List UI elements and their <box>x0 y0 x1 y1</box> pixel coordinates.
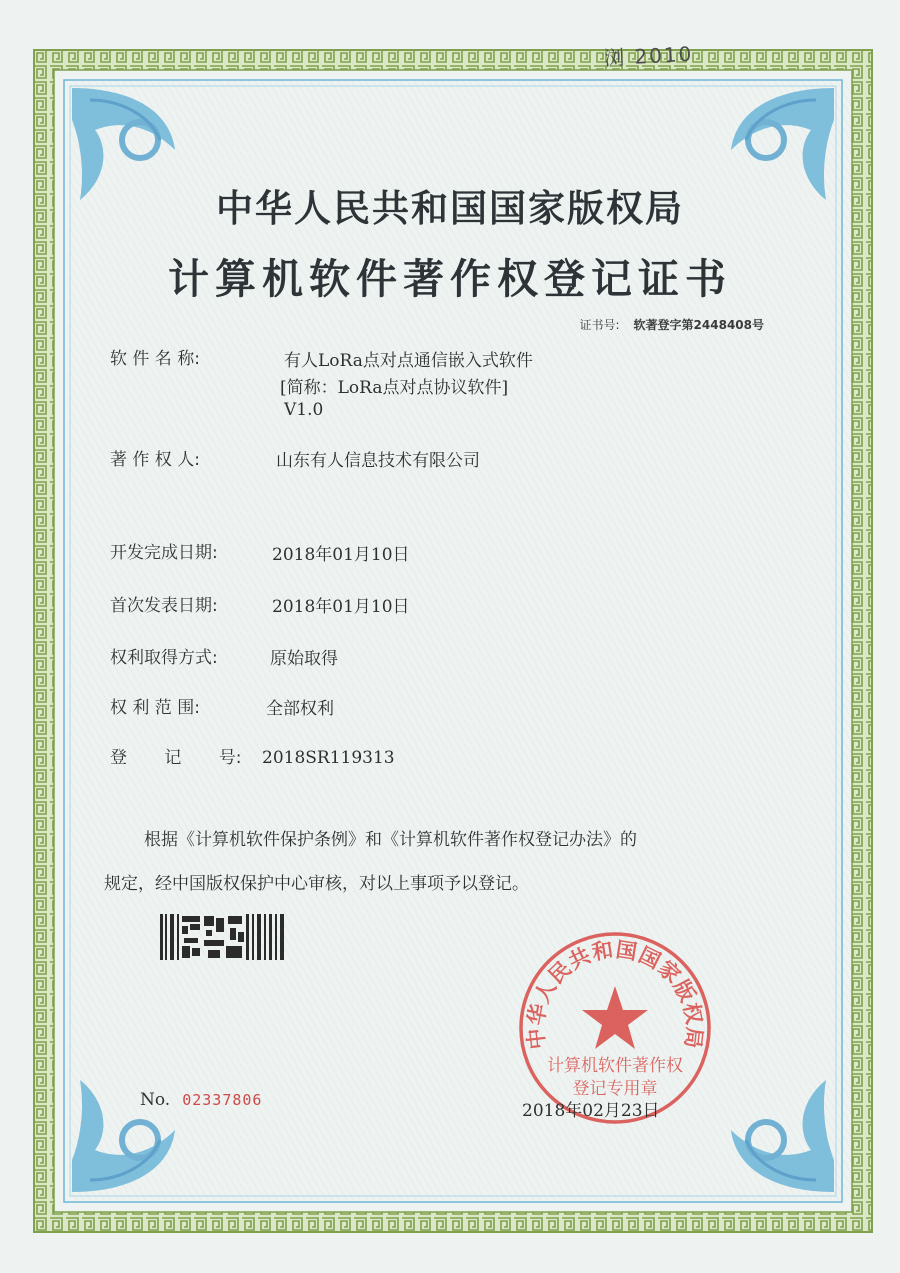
issuer-title: 中华人民共和国国家版权局 <box>216 187 684 230</box>
acquisition-method-value: 原始取得 <box>270 649 338 669</box>
certificate-number-label: 证书号: <box>579 318 620 332</box>
rights-scope-label: 权 利 范 围: <box>110 698 200 718</box>
seal-star-icon <box>582 986 648 1049</box>
serial-number <box>140 1090 262 1110</box>
corner-ornament-bottom-right <box>731 1080 834 1192</box>
handwritten-note: 浏 2010 <box>603 41 694 71</box>
registration-number-label: 登 记 号: <box>110 748 242 768</box>
software-name-label: 软 件 名 称: <box>110 349 200 369</box>
certificate-number-value: 软著登字第2448408号 <box>633 318 764 332</box>
software-name-version: V1.0 <box>284 400 324 420</box>
first-publication-date-value: 2018年01月10日 <box>272 597 410 617</box>
seal-inner-line1: 计算机软件著作权 <box>547 1056 683 1076</box>
completion-date-label: 开发完成日期: <box>110 543 218 563</box>
serial-number-value: 02337806 <box>182 1091 263 1109</box>
first-publication-date-label: 首次发表日期: <box>110 596 218 616</box>
serial-number-label: No. <box>140 1090 171 1110</box>
statement-line2: 规定，经中国版权保护中心审核，对以上事项予以登记。 <box>104 874 529 894</box>
seal-outer-text: 中华人民共和国国家版权局 <box>523 937 707 1051</box>
document-title: 计算机软件著作权登记证书 <box>168 255 732 303</box>
rights-scope-value: 全部权利 <box>266 699 334 719</box>
registration-statement <box>104 818 794 906</box>
registration-number-value: 2018SR119313 <box>262 748 395 768</box>
software-name-line2: [简称：LoRa点对点协议软件] <box>280 378 509 398</box>
acquisition-method-label: 权利取得方式: <box>110 648 218 668</box>
issue-date: 2018年02月23日 <box>522 1101 660 1121</box>
certificate-number <box>580 316 765 333</box>
barcode <box>160 912 286 962</box>
copyright-holder-label: 著 作 权 人: <box>110 450 200 470</box>
copyright-holder-value: 山东有人信息技术有限公司 <box>276 451 480 471</box>
statement-line1: 根据《计算机软件保护条例》和《计算机软件著作权登记办法》的 <box>144 830 637 850</box>
software-name-line1: 有人LoRa点对点通信嵌入式软件 <box>284 351 533 371</box>
completion-date-value: 2018年01月10日 <box>272 545 410 565</box>
seal-inner-line2: 登记专用章 <box>572 1079 658 1099</box>
